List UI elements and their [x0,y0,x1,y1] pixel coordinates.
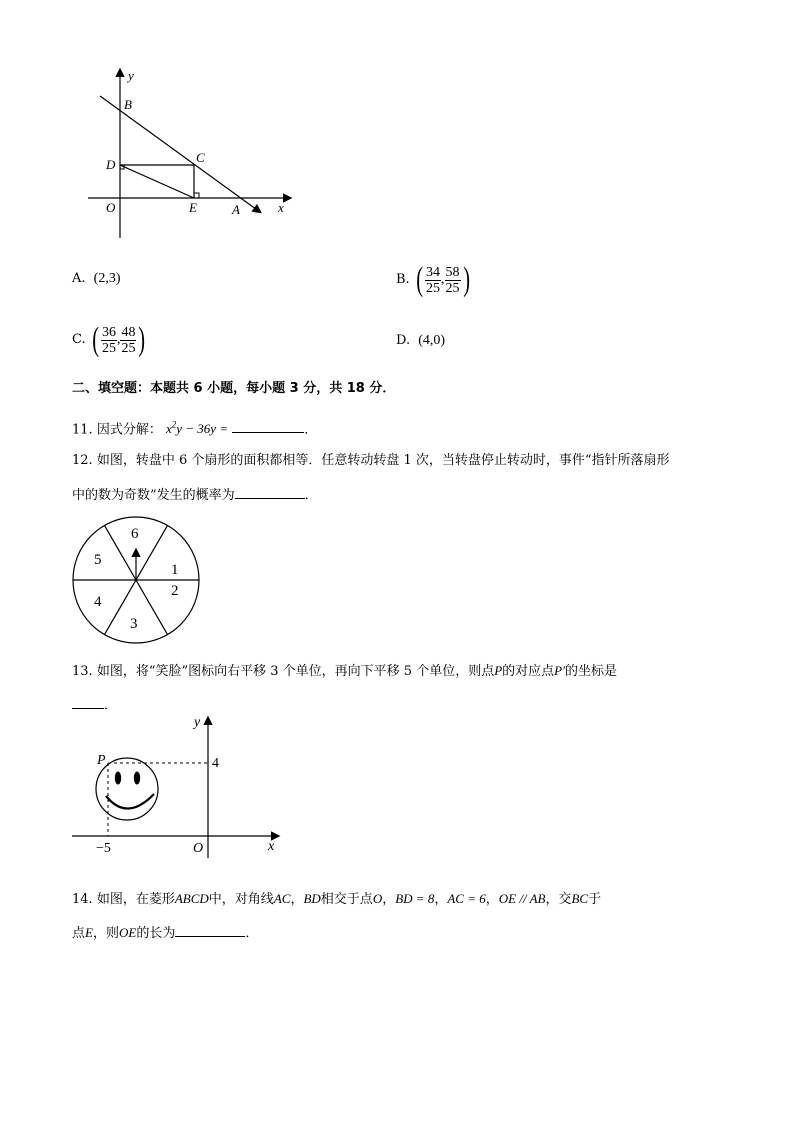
q11-prefix: 因式分解： [96,422,162,438]
label-minus5: −5 [96,841,111,856]
question-11: 11. 因式分解： $x^2y - 36y$ = ． [72,420,318,438]
option-d-value: (4,0) [418,333,446,348]
q11-expr: $x^2y - 36y$ = [165,420,229,437]
option-a [72,270,121,288]
sector-4: 4 [94,594,102,610]
option-c-letter: C. [72,332,86,347]
question-13-line1: 13. 如图，将“笑脸”图标向右平移 3 个单位，再向下平移 5 个单位，则点P的对应点P′的坐标是 [72,663,617,679]
spinner-figure [70,516,204,646]
option-a-letter: A. [72,271,86,286]
label-A: A [232,202,240,217]
option-b-letter: B. [396,272,410,287]
option-b: B. ( $\frac{34}{25}$ , $\frac{58}{25}$ ) [396,261,470,298]
sector-3: 3 [130,616,138,632]
option-c: C. ( $\frac{36}{25}$ , $\frac{48}{25}$ ) [72,321,146,358]
label-P: P [97,753,106,768]
sector-2: 2 [171,583,179,599]
label-x: x [278,200,284,215]
label-O: O [193,841,204,856]
figure-q10 [84,64,304,244]
label-B: B [124,97,132,112]
sector-5: 5 [94,552,102,568]
sector-1: 1 [171,562,179,578]
question-12-line1 [72,452,670,470]
label-E: E [189,200,197,215]
q12-text-1: 如图，转盘中 6 个扇形的面积都相等．任意转动转盘 1 次，当转盘停止转动时，事件“指针所落扇形 [96,453,670,468]
question-14-line2: 点E，则OE的长为 ． [72,922,258,943]
right-angle-e [194,193,199,198]
option-d-letter: D. [396,333,411,348]
sector-6: 6 [131,526,139,542]
label-4: 4 [212,756,219,771]
q11-answer-blank[interactable] [232,418,304,433]
smiley-figure [70,712,290,860]
label-y: y [128,68,134,83]
q12-text-2: 中的数为奇数”发生的概率为 [72,488,235,503]
q13-number: 13. [72,664,93,679]
smiley-eye-right [134,772,140,785]
question-13-line2: ． [72,694,117,715]
label-C: C [196,150,205,165]
option-b-frac-2: $\frac{58}{25}$ [445,264,460,296]
label-O: O [106,200,116,215]
q14-number: 14. [72,892,93,907]
option-b-frac-1: $\frac{34}{25}$ [426,264,441,296]
q12-number: 12. [72,453,93,468]
option-c-frac-1: $\frac{36}{25}$ [101,324,116,356]
label-x: x [268,839,275,854]
q13-answer-blank[interactable] [72,694,104,709]
q14-answer-blank[interactable] [175,922,245,937]
question-12-line2: 中的数为奇数”发生的概率为 ． [72,484,318,505]
point-p: P [494,663,503,678]
q12-answer-blank[interactable] [235,484,305,499]
option-c-frac-2: $\frac{48}{25}$ [121,324,136,356]
section-heading: 二、填空题：本题共 6 小题，每小题 3 分，共 18 分． [72,381,396,396]
line-ab [100,96,260,212]
label-y: y [194,715,201,730]
question-14-line1: 14. 如图，在菱形ABCD中，对角线AC，BD相交于点O，BD = 8，AC = 6，OE // AB，交BC于 [72,891,602,907]
point-p-prime: P′ [554,663,565,678]
smiley-eye-left [115,772,121,785]
option-d [396,332,445,350]
segment-de [120,165,194,198]
q11-number: 11. [72,422,93,438]
option-a-value: (2,3) [93,271,121,286]
label-D: D [106,157,116,172]
